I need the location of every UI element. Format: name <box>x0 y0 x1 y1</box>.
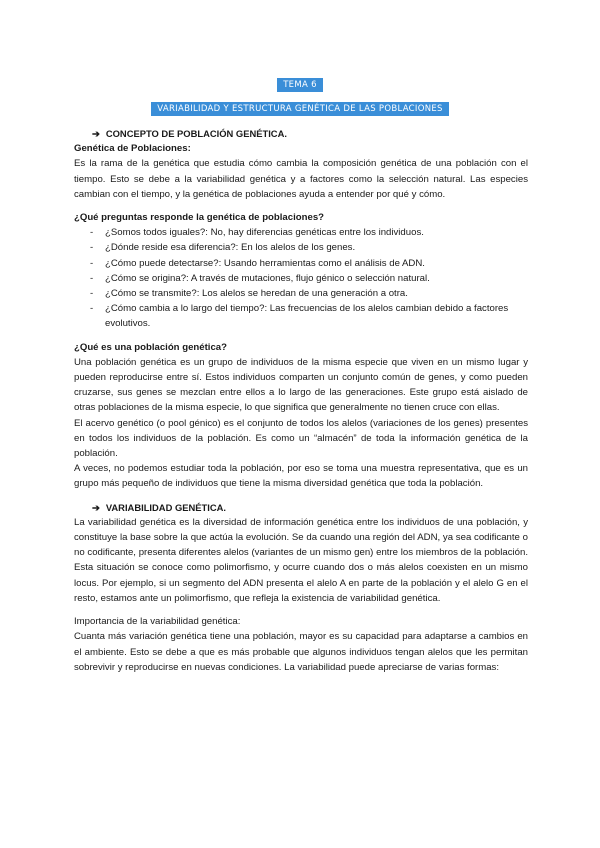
list-item: - ¿Somos todos iguales?: No, hay diferencias genéticas entre los individuos. <box>90 225 528 240</box>
list-item: - ¿Cómo cambia a lo largo del tiempo?: Las frecuencias de los alelos cambian debido a factores evolutivos. <box>90 301 528 331</box>
document-title: VARIABILIDAD Y ESTRUCTURA GENÉTICA DE LAS POBLACIONES <box>151 102 448 116</box>
paragraph: Es la rama de la genética que estudia cómo cambia la composición genética de una población con el tiempo. Esto se debe a la variabilidad genética y a factores como la selección natural. Las especies cambian con el tiempo, y la genética de poblaciones ayuda a entender por qué y cómo. <box>74 158 528 200</box>
paragraph: La variabilidad genética es la diversidad de información genética entre los individuos de una población, y constituye la base sobre la que actúa la evolución. Se da cuando una región del ADN, ya sea codificante o no codificante, presenta diferentes alelos (variantes de un mismo gen) entre los miembros de la población. Esta situación se conoce como polimorfismo, y ocurre cuando dos o más alelos coexisten en un mismo locus. Por ejemplo, si un segmento del ADN presenta el alelo A en parte de la población y el alelo G en el resto, estamos ante un polimorfismo, que refleja la existencia de variabilidad genética. <box>74 516 528 604</box>
arrow-right-icon: ➔ <box>92 128 100 139</box>
list-item: - ¿Cómo puede detectarse?: Usando herramientas como el análisis de ADN. <box>90 256 528 271</box>
list-item: - ¿Cómo se origina?: A través de mutaciones, flujo génico o selección natural. <box>90 271 528 286</box>
document-header <box>0 74 600 116</box>
paragraph: El acervo genético (o pool génico) es el conjunto de todos los alelos (variaciones de los genes) presentes en todos los individuos de la población. Es como un “almacén” de toda la información genética de la población. <box>74 417 528 460</box>
topic-label: TEMA 6 <box>277 78 323 92</box>
list-item: - ¿Cómo se transmite?: Los alelos se heredan de una generación a otra. <box>90 286 528 301</box>
document-body <box>74 126 528 675</box>
paragraph: A veces, no podemos estudiar toda la población, por eso se toma una muestra representativa, que es un grupo más pequeño de individuos que tiene la misma diversidad genética que toda la población. <box>74 463 528 490</box>
arrow-right-icon: ➔ <box>92 501 100 513</box>
paragraph: Una población genética es un grupo de individuos de la misma especie que viven en un mismo lugar y pueden reproducirse entre sí. Estos individuos comparten un conjunto común de genes, y como pueden cruzarse, sus genes se mezclan entre ellos a lo largo de las generaciones. Este grupo está aislado de otras poblaciones de la misma especie, lo que significa que generalmente no tienen cruce con ellas. <box>74 356 528 414</box>
section-heading-concepto: ➔ CONCEPTO DE POBLACIÓN GENÉTICA. <box>92 128 287 139</box>
subheading-preguntas: ¿Qué preguntas responde la genética de poblaciones? <box>74 212 325 224</box>
subheading-genetica-poblaciones: Genética de Poblaciones: <box>74 143 191 155</box>
subheading-poblacion-genetica: ¿Qué es una población genética? <box>74 341 227 353</box>
paragraph: Cuanta más variación genética tiene una población, mayor es su capacidad para adaptarse a cambios en el ambiente. Esto se debe a que es más probable que algunos individuos tengan alelos que les permitan sobrevivir y reproducirse en nuevas condiciones. La variabilidad puede apreciarse de varias formas: <box>74 631 528 673</box>
questions-list <box>74 225 528 331</box>
list-item: - ¿Dónde reside esa diferencia?: En los alelos de los genes. <box>90 240 528 255</box>
section-heading-variabilidad: ➔ VARIABILIDAD GENÉTICA. <box>92 501 226 513</box>
subheading-importancia: Importancia de la variabilidad genética: <box>74 616 241 628</box>
